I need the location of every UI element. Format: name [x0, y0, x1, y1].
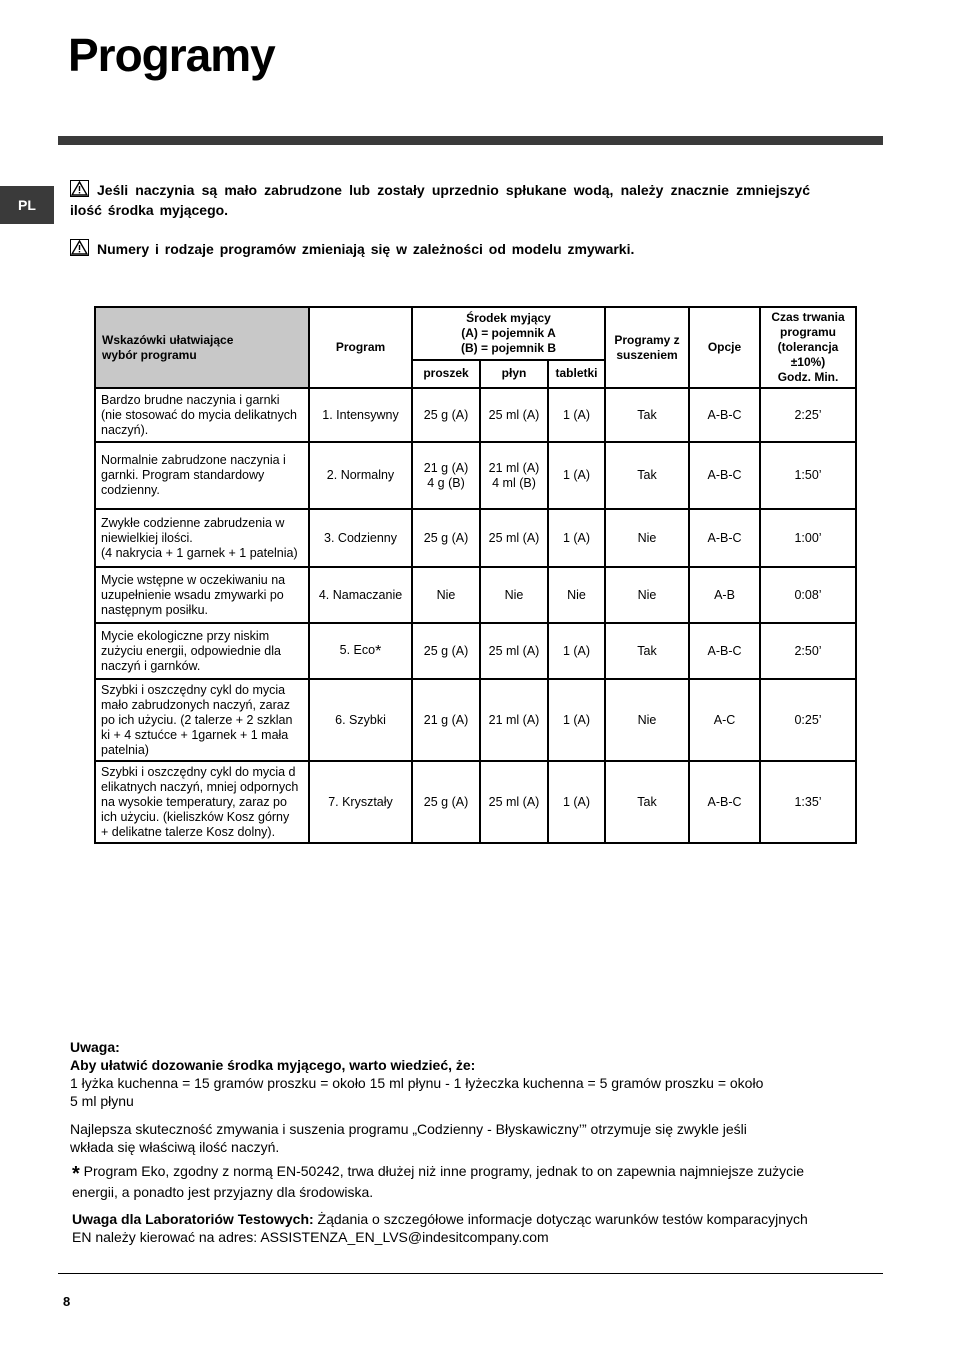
row-drying: Tak — [605, 761, 689, 843]
row-time: 1:50’ — [760, 442, 856, 509]
row-time: 2:50’ — [760, 623, 856, 679]
row-description: Szybki i oszczędny cykl do mycia d elikatnych naczyń, mniej odpornych na wysokie temperatury, zaraz po ich użyciu. (kieliszków Kosz górny + delikatne talerze Kosz dolny). — [95, 761, 309, 843]
row-program: 6. Szybki — [309, 679, 412, 761]
page-number: 8 — [63, 1294, 71, 1309]
row-powder: 25 g (A) — [412, 623, 480, 679]
row-program: 5. Eco* — [309, 623, 412, 679]
row-drying: Nie — [605, 679, 689, 761]
row-tablets: 1 (A) — [548, 761, 605, 843]
row-options: A-B-C — [689, 442, 760, 509]
warning-note — [70, 180, 810, 220]
row-options: A-B-C — [689, 509, 760, 567]
row-program: 1. Intensywny — [309, 388, 412, 442]
row-description: Mycie wstępne w oczekiwaniu na uzupełnienie wsadu zmywarki po następnym posiłku. — [95, 567, 309, 623]
footnote-asterisk: * — [72, 1163, 80, 1185]
table-row — [95, 388, 856, 442]
row-description: Zwykłe codzienne zabrudzenia w niewielkiej ilości. (4 nakrycia + 1 garnek + 1 patelnia) — [95, 509, 309, 567]
row-tablets: 1 (A) — [548, 679, 605, 761]
notes-heading: Uwaga: — [70, 1039, 120, 1055]
row-program: 3. Codzienny — [309, 509, 412, 567]
row-liquid: 21 ml (A) — [480, 679, 548, 761]
row-options: A-B-C — [689, 761, 760, 843]
warning-text: Jeśli naczynia są mało zabrudzone lub zostały uprzednio spłukane wodą, należy znacznie zmniejszyć ilość środka myjącego. — [70, 182, 810, 218]
best-results-note: Najlepsza skuteczność zmywania i suszenia programu „Codzienny - Błyskawiczny’” otrzymuje się zwykle jeśli wkłada się właściwą ilość naczyń. — [70, 1121, 747, 1155]
row-options: A-B — [689, 567, 760, 623]
row-description: Bardzo brudne naczynia i garnki (nie stosować do mycia delikatnych naczyń). — [95, 388, 309, 442]
table-row — [95, 761, 856, 843]
table-row — [95, 679, 856, 761]
row-program: 4. Namaczanie — [309, 567, 412, 623]
warning-text: Numery i rodzaje programów zmieniają się w zależności od modelu zmywarki. — [97, 241, 635, 257]
table-row — [95, 623, 856, 679]
header-liquid: płyn — [480, 360, 548, 388]
row-powder: 21 g (A) 4 g (B) — [412, 442, 480, 509]
warning-note — [70, 239, 810, 259]
page-title: Programy — [68, 29, 275, 81]
row-tablets: 1 (A) — [548, 509, 605, 567]
row-powder: 25 g (A) — [412, 509, 480, 567]
eco-note: * Program Eko, zgodny z normą EN-50242, trwa dłużej niż inne programy, jednak to on zapewnia najmniejsze zużycie energii, a ponadto jest przyjazny dla środowiska. — [72, 1163, 805, 1200]
warning-triangle-icon — [70, 239, 89, 256]
row-description: Normalnie zabrudzone naczynia i garnki. Program standardowy codzienny. — [95, 442, 309, 509]
row-options: A-B-C — [689, 388, 760, 442]
row-time: 0:25’ — [760, 679, 856, 761]
row-drying: Tak — [605, 388, 689, 442]
row-liquid: 25 ml (A) — [480, 509, 548, 567]
lab-note: Uwaga dla Laboratoriów Testowych: Żądania o szczegółowe informacje dotycząc warunków testów komparacyjnych EN należy kierować na adres: ASSISTENZA_EN_LVS@indesitcompany.com — [72, 1211, 808, 1245]
row-program: 2. Normalny — [309, 442, 412, 509]
header-tablets: tabletki — [548, 360, 605, 388]
row-liquid: 25 ml (A) — [480, 761, 548, 843]
row-program: 7. Kryształy — [309, 761, 412, 843]
row-powder: 21 g (A) — [412, 679, 480, 761]
table-row — [95, 442, 856, 509]
row-tablets: Nie — [548, 567, 605, 623]
row-drying: Tak — [605, 442, 689, 509]
row-options: A-C — [689, 679, 760, 761]
footnote-asterisk: * — [375, 643, 382, 660]
footer-rule — [58, 1273, 883, 1274]
row-liquid: 25 ml (A) — [480, 623, 548, 679]
header-detergent: Środek myjący (A) = pojemnik A (B) = pojemnik B — [412, 307, 605, 360]
table-row — [95, 509, 856, 567]
table-row — [95, 567, 856, 623]
header-drying: Programy z suszeniem — [605, 307, 689, 388]
row-tablets: 1 (A) — [548, 442, 605, 509]
row-time: 0:08’ — [760, 567, 856, 623]
dosage-heading: Aby ułatwić dozowanie środka myjącego, warto wiedzieć, że: — [70, 1057, 476, 1073]
row-liquid: 25 ml (A) — [480, 388, 548, 442]
row-drying: Tak — [605, 623, 689, 679]
dosage-text: 1 łyżka kuchenna = 15 gramów proszku = około 15 ml płynu - 1 łyżeczka kuchenna = 5 gramów proszku = około 5 ml płynu — [70, 1075, 764, 1109]
row-powder: 25 g (A) — [412, 761, 480, 843]
notes-section — [70, 1038, 860, 1246]
header-duration: Czas trwania programu (tolerancja ±10%) Godz. Min. — [760, 307, 856, 388]
warning-triangle-icon — [70, 180, 89, 197]
row-tablets: 1 (A) — [548, 623, 605, 679]
row-tablets: 1 (A) — [548, 388, 605, 442]
row-liquid: 21 ml (A) 4 ml (B) — [480, 442, 548, 509]
header-rule — [58, 136, 883, 145]
row-powder: 25 g (A) — [412, 388, 480, 442]
language-tab: PL — [0, 186, 54, 224]
row-time: 2:25’ — [760, 388, 856, 442]
header-options: Opcje — [689, 307, 760, 388]
row-liquid: Nie — [480, 567, 548, 623]
row-powder: Nie — [412, 567, 480, 623]
row-drying: Nie — [605, 509, 689, 567]
header-program: Program — [309, 307, 412, 388]
header-powder: proszek — [412, 360, 480, 388]
row-options: A-B-C — [689, 623, 760, 679]
row-description: Mycie ekologiczne przy niskim zużyciu energii, odpowiednie dla naczyń i garnków. — [95, 623, 309, 679]
row-time: 1:35’ — [760, 761, 856, 843]
row-description: Szybki i oszczędny cykl do mycia mało zabrudzonych naczyń, zaraz po ich użyciu. (2 talerze + 2 szklan ki + 4 sztućce + 1garnek + 1 mała patelnia) — [95, 679, 309, 761]
row-drying: Nie — [605, 567, 689, 623]
header-guide: Wskazówki ułatwiające wybór programu — [95, 307, 309, 388]
programs-table — [94, 306, 857, 844]
row-time: 1:00’ — [760, 509, 856, 567]
